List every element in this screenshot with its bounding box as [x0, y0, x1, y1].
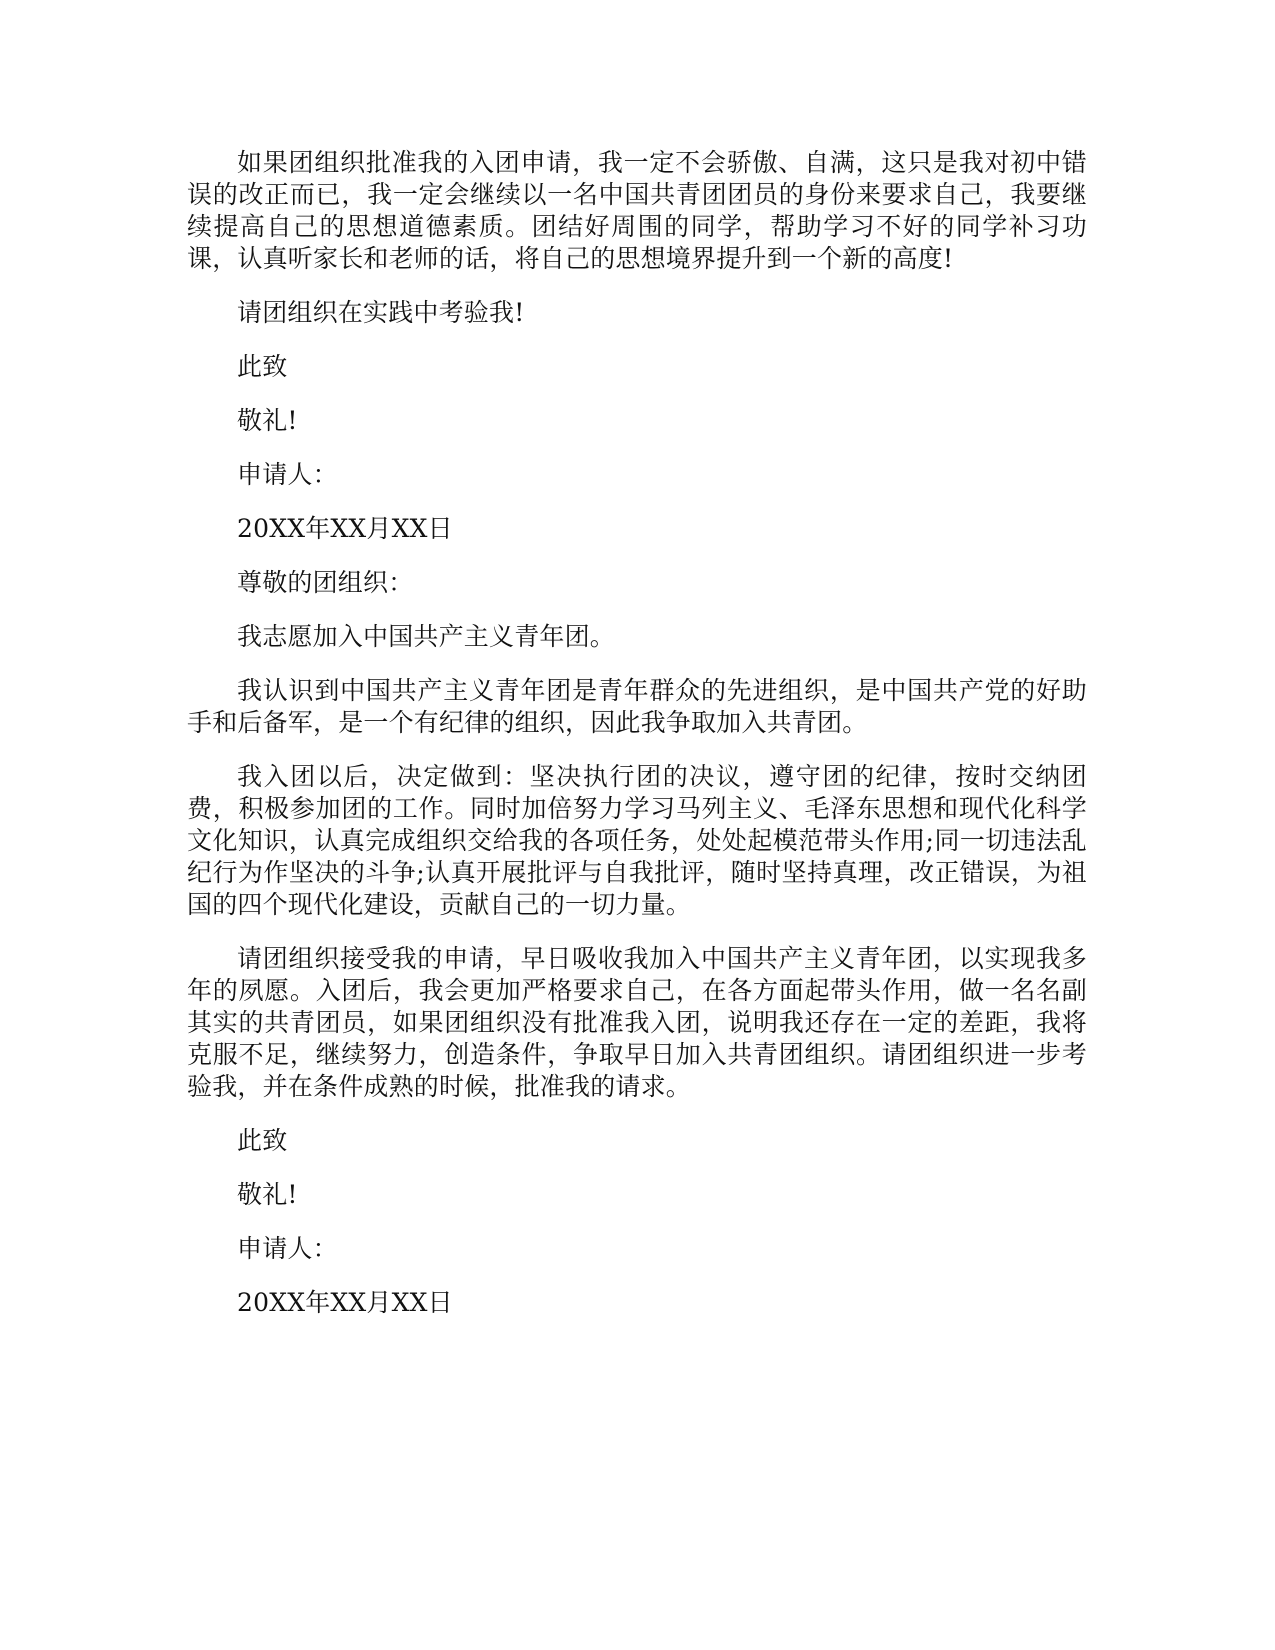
applicant-label: 申请人：: [237, 460, 338, 489]
document-body: [187, 147, 1087, 1341]
paragraph-volunteer: 我志愿加入中国共产主义青年团。: [237, 622, 616, 651]
paragraph-understanding: 我认识到中国共产主义青年团是青年群众的先进组织，是中国共产党的好助手和后备军，是一个有纪律的组织，因此我争取加入共青团。: [187, 676, 1087, 737]
closing-regards-2: 敬礼!: [237, 1180, 298, 1209]
paragraph-request: 请团组织接受我的申请，早日吸收我加入中国共产主义青年团，以实现我多年的夙愿。入团后，我会更加严格要求自己，在各方面起带头作用，做一名名副其实的共青团员，如果团组织没有批准我入团，说明我还存在一定的差距，我将克服不足，继续努力，创造条件，争取早日加入共青团组织。请团组织进一步考验我，并在条件成熟的时候，批准我的请求。: [187, 944, 1087, 1101]
applicant-label-2: 申请人：: [237, 1234, 338, 1263]
closing-regards: 敬礼!: [237, 406, 298, 435]
closing-salutation-2: 此致: [237, 1126, 288, 1155]
paragraph-commitment: 如果团组织批准我的入团申请，我一定不会骄傲、自满，这只是我对初中错误的改正而已，我一定会继续以一名中国共青团团员的身份来要求自己，我要继续提高自己的思想道德素质。团结好周围的同学，帮助学习不好的同学补习功课，认真听家长和老师的话，将自己的思想境界提升到一个新的高度!: [187, 148, 1087, 273]
date-line: 20XX年XX月XX日: [237, 514, 453, 543]
paragraph-pledge: 我入团以后，决定做到：坚决执行团的决议，遵守团的纪律，按时交纳团费，积极参加团的工作。同时加倍努力学习马列主义、毛泽东思想和现代化科学文化知识，认真完成组织交给我的各项任务，处处起模范带头作用;同一切违法乱纪行为作坚决的斗争;认真开展批评与自我批评，随时坚持真理，改正错误，为祖国的四个现代化建设，贡献自己的一切力量。: [187, 762, 1087, 919]
letter-greeting: 尊敬的团组织：: [237, 568, 414, 597]
date-line-2: 20XX年XX月XX日: [237, 1288, 453, 1317]
closing-salutation: 此致: [237, 352, 288, 381]
paragraph-request-test: 请团组织在实践中考验我!: [237, 298, 525, 327]
